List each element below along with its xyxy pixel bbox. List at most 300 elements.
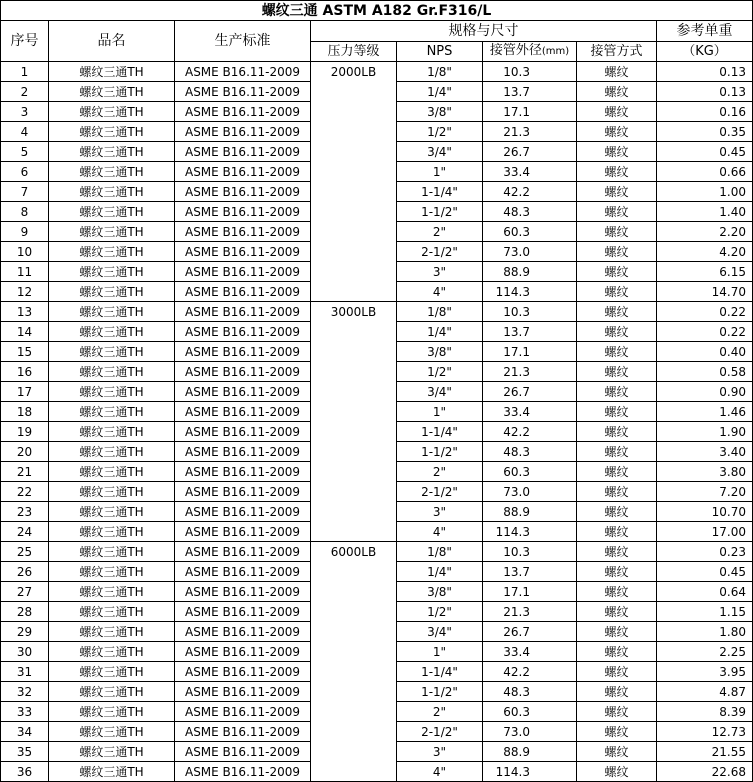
cell-standard: ASME B16.11-2009 bbox=[175, 242, 311, 262]
cell-nps: 3/8" bbox=[397, 342, 483, 362]
cell-connection: 螺纹 bbox=[577, 142, 657, 162]
cell-weight: 0.40 bbox=[657, 342, 753, 362]
cell-connection: 螺纹 bbox=[577, 122, 657, 142]
cell-weight: 14.70 bbox=[657, 282, 753, 302]
cell-nps: 3/4" bbox=[397, 142, 483, 162]
cell-name: 螺纹三通TH bbox=[49, 102, 175, 122]
cell-nps: 3" bbox=[397, 262, 483, 282]
cell-weight: 3.80 bbox=[657, 462, 753, 482]
cell-weight: 2.20 bbox=[657, 222, 753, 242]
cell-od: 114.3 bbox=[483, 762, 577, 782]
cell-standard: ASME B16.11-2009 bbox=[175, 402, 311, 422]
cell-weight: 0.22 bbox=[657, 322, 753, 342]
cell-standard: ASME B16.11-2009 bbox=[175, 662, 311, 682]
cell-weight: 0.45 bbox=[657, 562, 753, 582]
table-row bbox=[1, 542, 753, 562]
cell-connection: 螺纹 bbox=[577, 442, 657, 462]
cell-seq: 17 bbox=[1, 382, 49, 402]
cell-od: 21.3 bbox=[483, 362, 577, 382]
header-row-1 bbox=[1, 21, 753, 42]
cell-nps: 1/8" bbox=[397, 62, 483, 82]
cell-od: 42.2 bbox=[483, 422, 577, 442]
header-weight: 参考单重 bbox=[657, 21, 753, 42]
cell-weight: 4.20 bbox=[657, 242, 753, 262]
cell-od: 88.9 bbox=[483, 262, 577, 282]
cell-od: 13.7 bbox=[483, 322, 577, 342]
cell-seq: 10 bbox=[1, 242, 49, 262]
cell-seq: 26 bbox=[1, 562, 49, 582]
cell-standard: ASME B16.11-2009 bbox=[175, 682, 311, 702]
cell-name: 螺纹三通TH bbox=[49, 242, 175, 262]
header-connection: 接管方式 bbox=[577, 42, 657, 62]
title-row bbox=[1, 1, 753, 21]
cell-name: 螺纹三通TH bbox=[49, 82, 175, 102]
table-row bbox=[1, 362, 753, 382]
cell-weight: 4.87 bbox=[657, 682, 753, 702]
cell-nps: 1/2" bbox=[397, 602, 483, 622]
cell-seq: 25 bbox=[1, 542, 49, 562]
table-row bbox=[1, 722, 753, 742]
cell-nps: 3/4" bbox=[397, 382, 483, 402]
cell-pressure bbox=[311, 322, 397, 342]
cell-seq: 12 bbox=[1, 282, 49, 302]
cell-nps: 1-1/2" bbox=[397, 682, 483, 702]
cell-nps: 3/8" bbox=[397, 582, 483, 602]
cell-seq: 4 bbox=[1, 122, 49, 142]
cell-weight: 10.70 bbox=[657, 502, 753, 522]
cell-pressure bbox=[311, 462, 397, 482]
cell-nps: 1/8" bbox=[397, 302, 483, 322]
cell-standard: ASME B16.11-2009 bbox=[175, 122, 311, 142]
cell-seq: 8 bbox=[1, 202, 49, 222]
cell-od: 48.3 bbox=[483, 442, 577, 462]
cell-name: 螺纹三通TH bbox=[49, 462, 175, 482]
cell-nps: 1-1/4" bbox=[397, 422, 483, 442]
cell-seq: 13 bbox=[1, 302, 49, 322]
cell-pressure bbox=[311, 342, 397, 362]
cell-seq: 6 bbox=[1, 162, 49, 182]
cell-standard: ASME B16.11-2009 bbox=[175, 462, 311, 482]
cell-od: 13.7 bbox=[483, 562, 577, 582]
cell-connection: 螺纹 bbox=[577, 82, 657, 102]
cell-nps: 2-1/2" bbox=[397, 722, 483, 742]
cell-nps: 2" bbox=[397, 462, 483, 482]
cell-weight: 21.55 bbox=[657, 742, 753, 762]
header-name: 品名 bbox=[49, 21, 175, 62]
table-row bbox=[1, 282, 753, 302]
cell-od: 48.3 bbox=[483, 202, 577, 222]
cell-nps: 1/2" bbox=[397, 122, 483, 142]
cell-pressure: 3000LB bbox=[311, 302, 397, 322]
cell-od: 114.3 bbox=[483, 282, 577, 302]
table-row bbox=[1, 122, 753, 142]
cell-nps: 4" bbox=[397, 282, 483, 302]
cell-seq: 2 bbox=[1, 82, 49, 102]
cell-pressure bbox=[311, 122, 397, 142]
cell-connection: 螺纹 bbox=[577, 462, 657, 482]
table-row bbox=[1, 662, 753, 682]
cell-seq: 23 bbox=[1, 502, 49, 522]
cell-pressure bbox=[311, 102, 397, 122]
cell-seq: 3 bbox=[1, 102, 49, 122]
cell-name: 螺纹三通TH bbox=[49, 742, 175, 762]
cell-nps: 1/4" bbox=[397, 322, 483, 342]
cell-nps: 1" bbox=[397, 402, 483, 422]
cell-standard: ASME B16.11-2009 bbox=[175, 342, 311, 362]
cell-nps: 3/4" bbox=[397, 622, 483, 642]
header-nps: NPS bbox=[397, 42, 483, 62]
cell-name: 螺纹三通TH bbox=[49, 222, 175, 242]
table-row bbox=[1, 202, 753, 222]
cell-od: 88.9 bbox=[483, 502, 577, 522]
cell-nps: 3" bbox=[397, 502, 483, 522]
cell-name: 螺纹三通TH bbox=[49, 502, 175, 522]
cell-standard: ASME B16.11-2009 bbox=[175, 142, 311, 162]
header-od-unit: (mm) bbox=[541, 46, 570, 57]
cell-seq: 28 bbox=[1, 602, 49, 622]
cell-seq: 18 bbox=[1, 402, 49, 422]
cell-weight: 0.13 bbox=[657, 82, 753, 102]
cell-seq: 27 bbox=[1, 582, 49, 602]
cell-name: 螺纹三通TH bbox=[49, 142, 175, 162]
cell-weight: 17.00 bbox=[657, 522, 753, 542]
table-row bbox=[1, 262, 753, 282]
cell-od: 26.7 bbox=[483, 382, 577, 402]
cell-connection: 螺纹 bbox=[577, 682, 657, 702]
cell-weight: 1.40 bbox=[657, 202, 753, 222]
cell-weight: 1.90 bbox=[657, 422, 753, 442]
cell-weight: 7.20 bbox=[657, 482, 753, 502]
cell-name: 螺纹三通TH bbox=[49, 322, 175, 342]
cell-od: 10.3 bbox=[483, 302, 577, 322]
cell-od: 60.3 bbox=[483, 222, 577, 242]
cell-seq: 32 bbox=[1, 682, 49, 702]
cell-standard: ASME B16.11-2009 bbox=[175, 542, 311, 562]
table-row bbox=[1, 762, 753, 782]
cell-name: 螺纹三通TH bbox=[49, 642, 175, 662]
cell-pressure bbox=[311, 762, 397, 782]
cell-nps: 1-1/4" bbox=[397, 662, 483, 682]
cell-pressure bbox=[311, 382, 397, 402]
cell-name: 螺纹三通TH bbox=[49, 762, 175, 782]
cell-name: 螺纹三通TH bbox=[49, 482, 175, 502]
cell-nps: 1/2" bbox=[397, 362, 483, 382]
cell-name: 螺纹三通TH bbox=[49, 122, 175, 142]
cell-connection: 螺纹 bbox=[577, 62, 657, 82]
cell-pressure bbox=[311, 202, 397, 222]
header-od bbox=[483, 42, 577, 62]
cell-pressure bbox=[311, 662, 397, 682]
cell-seq: 5 bbox=[1, 142, 49, 162]
cell-od: 114.3 bbox=[483, 522, 577, 542]
cell-nps: 2-1/2" bbox=[397, 482, 483, 502]
cell-connection: 螺纹 bbox=[577, 542, 657, 562]
cell-nps: 1/8" bbox=[397, 542, 483, 562]
cell-connection: 螺纹 bbox=[577, 202, 657, 222]
cell-pressure bbox=[311, 262, 397, 282]
table-row bbox=[1, 602, 753, 622]
cell-weight: 1.80 bbox=[657, 622, 753, 642]
cell-pressure bbox=[311, 642, 397, 662]
cell-pressure bbox=[311, 602, 397, 622]
cell-od: 17.1 bbox=[483, 342, 577, 362]
table-row bbox=[1, 502, 753, 522]
header-pressure: 压力等级 bbox=[311, 42, 397, 62]
cell-nps: 2-1/2" bbox=[397, 242, 483, 262]
cell-connection: 螺纹 bbox=[577, 282, 657, 302]
cell-weight: 1.46 bbox=[657, 402, 753, 422]
cell-name: 螺纹三通TH bbox=[49, 722, 175, 742]
table-row bbox=[1, 462, 753, 482]
cell-connection: 螺纹 bbox=[577, 182, 657, 202]
cell-weight: 12.73 bbox=[657, 722, 753, 742]
cell-connection: 螺纹 bbox=[577, 362, 657, 382]
cell-name: 螺纹三通TH bbox=[49, 382, 175, 402]
table-row bbox=[1, 242, 753, 262]
cell-connection: 螺纹 bbox=[577, 322, 657, 342]
cell-name: 螺纹三通TH bbox=[49, 662, 175, 682]
cell-name: 螺纹三通TH bbox=[49, 282, 175, 302]
header-standard: 生产标准 bbox=[175, 21, 311, 62]
cell-connection: 螺纹 bbox=[577, 702, 657, 722]
cell-od: 48.3 bbox=[483, 682, 577, 702]
cell-nps: 3/8" bbox=[397, 102, 483, 122]
cell-seq: 15 bbox=[1, 342, 49, 362]
cell-standard: ASME B16.11-2009 bbox=[175, 322, 311, 342]
table-row bbox=[1, 582, 753, 602]
cell-seq: 22 bbox=[1, 482, 49, 502]
cell-weight: 0.66 bbox=[657, 162, 753, 182]
table-row bbox=[1, 182, 753, 202]
cell-pressure: 6000LB bbox=[311, 542, 397, 562]
cell-seq: 9 bbox=[1, 222, 49, 242]
table-row bbox=[1, 402, 753, 422]
cell-od: 21.3 bbox=[483, 602, 577, 622]
cell-connection: 螺纹 bbox=[577, 382, 657, 402]
cell-od: 17.1 bbox=[483, 582, 577, 602]
cell-connection: 螺纹 bbox=[577, 502, 657, 522]
cell-seq: 11 bbox=[1, 262, 49, 282]
cell-connection: 螺纹 bbox=[577, 102, 657, 122]
cell-pressure bbox=[311, 522, 397, 542]
table-row bbox=[1, 742, 753, 762]
cell-pressure bbox=[311, 162, 397, 182]
cell-pressure bbox=[311, 582, 397, 602]
cell-pressure bbox=[311, 562, 397, 582]
cell-pressure bbox=[311, 722, 397, 742]
cell-name: 螺纹三通TH bbox=[49, 162, 175, 182]
cell-weight: 0.16 bbox=[657, 102, 753, 122]
cell-weight: 1.00 bbox=[657, 182, 753, 202]
cell-od: 33.4 bbox=[483, 642, 577, 662]
cell-standard: ASME B16.11-2009 bbox=[175, 202, 311, 222]
cell-name: 螺纹三通TH bbox=[49, 422, 175, 442]
cell-connection: 螺纹 bbox=[577, 582, 657, 602]
cell-connection: 螺纹 bbox=[577, 642, 657, 662]
cell-od: 21.3 bbox=[483, 122, 577, 142]
cell-pressure bbox=[311, 82, 397, 102]
cell-seq: 20 bbox=[1, 442, 49, 462]
table-row bbox=[1, 102, 753, 122]
cell-standard: ASME B16.11-2009 bbox=[175, 762, 311, 782]
cell-name: 螺纹三通TH bbox=[49, 182, 175, 202]
table-row bbox=[1, 222, 753, 242]
cell-weight: 0.58 bbox=[657, 362, 753, 382]
cell-nps: 3" bbox=[397, 742, 483, 762]
cell-standard: ASME B16.11-2009 bbox=[175, 722, 311, 742]
cell-od: 42.2 bbox=[483, 182, 577, 202]
cell-od: 26.7 bbox=[483, 142, 577, 162]
cell-standard: ASME B16.11-2009 bbox=[175, 222, 311, 242]
cell-connection: 螺纹 bbox=[577, 662, 657, 682]
cell-nps: 1-1/2" bbox=[397, 442, 483, 462]
cell-connection: 螺纹 bbox=[577, 722, 657, 742]
cell-name: 螺纹三通TH bbox=[49, 202, 175, 222]
cell-pressure bbox=[311, 142, 397, 162]
cell-standard: ASME B16.11-2009 bbox=[175, 82, 311, 102]
cell-seq: 1 bbox=[1, 62, 49, 82]
cell-nps: 2" bbox=[397, 702, 483, 722]
cell-connection: 螺纹 bbox=[577, 742, 657, 762]
cell-weight: 0.23 bbox=[657, 542, 753, 562]
cell-od: 33.4 bbox=[483, 162, 577, 182]
cell-connection: 螺纹 bbox=[577, 602, 657, 622]
table-row bbox=[1, 322, 753, 342]
table-row bbox=[1, 302, 753, 322]
cell-standard: ASME B16.11-2009 bbox=[175, 742, 311, 762]
cell-od: 73.0 bbox=[483, 482, 577, 502]
cell-seq: 31 bbox=[1, 662, 49, 682]
cell-name: 螺纹三通TH bbox=[49, 582, 175, 602]
cell-od: 60.3 bbox=[483, 462, 577, 482]
cell-weight: 0.45 bbox=[657, 142, 753, 162]
cell-standard: ASME B16.11-2009 bbox=[175, 582, 311, 602]
header-od-label: 接管外径 bbox=[489, 43, 542, 58]
cell-nps: 1/4" bbox=[397, 82, 483, 102]
cell-name: 螺纹三通TH bbox=[49, 522, 175, 542]
cell-seq: 34 bbox=[1, 722, 49, 742]
cell-pressure: 2000LB bbox=[311, 62, 397, 82]
cell-nps: 1" bbox=[397, 162, 483, 182]
cell-name: 螺纹三通TH bbox=[49, 542, 175, 562]
table-row bbox=[1, 522, 753, 542]
cell-seq: 30 bbox=[1, 642, 49, 662]
cell-standard: ASME B16.11-2009 bbox=[175, 622, 311, 642]
cell-pressure bbox=[311, 502, 397, 522]
cell-pressure bbox=[311, 682, 397, 702]
table-row bbox=[1, 442, 753, 462]
cell-seq: 33 bbox=[1, 702, 49, 722]
cell-weight: 0.90 bbox=[657, 382, 753, 402]
cell-seq: 35 bbox=[1, 742, 49, 762]
cell-nps: 2" bbox=[397, 222, 483, 242]
cell-od: 13.7 bbox=[483, 82, 577, 102]
cell-connection: 螺纹 bbox=[577, 622, 657, 642]
header-spec-group: 规格与尺寸 bbox=[311, 21, 657, 42]
cell-pressure bbox=[311, 362, 397, 382]
cell-pressure bbox=[311, 442, 397, 462]
cell-weight: 2.25 bbox=[657, 642, 753, 662]
cell-connection: 螺纹 bbox=[577, 242, 657, 262]
cell-connection: 螺纹 bbox=[577, 482, 657, 502]
header-weight-unit: （KG） bbox=[657, 42, 753, 62]
table-row bbox=[1, 142, 753, 162]
cell-weight: 0.22 bbox=[657, 302, 753, 322]
cell-od: 17.1 bbox=[483, 102, 577, 122]
cell-name: 螺纹三通TH bbox=[49, 622, 175, 642]
cell-standard: ASME B16.11-2009 bbox=[175, 642, 311, 662]
cell-standard: ASME B16.11-2009 bbox=[175, 362, 311, 382]
cell-name: 螺纹三通TH bbox=[49, 302, 175, 322]
cell-od: 73.0 bbox=[483, 242, 577, 262]
table-row bbox=[1, 62, 753, 82]
cell-weight: 0.64 bbox=[657, 582, 753, 602]
cell-od: 33.4 bbox=[483, 402, 577, 422]
cell-standard: ASME B16.11-2009 bbox=[175, 602, 311, 622]
cell-connection: 螺纹 bbox=[577, 422, 657, 442]
cell-standard: ASME B16.11-2009 bbox=[175, 482, 311, 502]
cell-name: 螺纹三通TH bbox=[49, 62, 175, 82]
cell-seq: 16 bbox=[1, 362, 49, 382]
cell-od: 60.3 bbox=[483, 702, 577, 722]
cell-name: 螺纹三通TH bbox=[49, 602, 175, 622]
cell-pressure bbox=[311, 622, 397, 642]
table-row bbox=[1, 562, 753, 582]
cell-standard: ASME B16.11-2009 bbox=[175, 182, 311, 202]
cell-standard: ASME B16.11-2009 bbox=[175, 502, 311, 522]
cell-connection: 螺纹 bbox=[577, 762, 657, 782]
cell-od: 42.2 bbox=[483, 662, 577, 682]
cell-od: 73.0 bbox=[483, 722, 577, 742]
cell-standard: ASME B16.11-2009 bbox=[175, 382, 311, 402]
cell-name: 螺纹三通TH bbox=[49, 682, 175, 702]
cell-seq: 19 bbox=[1, 422, 49, 442]
cell-connection: 螺纹 bbox=[577, 222, 657, 242]
cell-standard: ASME B16.11-2009 bbox=[175, 302, 311, 322]
cell-nps: 1-1/2" bbox=[397, 202, 483, 222]
cell-name: 螺纹三通TH bbox=[49, 562, 175, 582]
cell-od: 10.3 bbox=[483, 62, 577, 82]
cell-pressure bbox=[311, 422, 397, 442]
cell-name: 螺纹三通TH bbox=[49, 362, 175, 382]
cell-pressure bbox=[311, 402, 397, 422]
table-row bbox=[1, 702, 753, 722]
cell-seq: 36 bbox=[1, 762, 49, 782]
cell-pressure bbox=[311, 182, 397, 202]
cell-nps: 4" bbox=[397, 522, 483, 542]
table-row bbox=[1, 342, 753, 362]
cell-standard: ASME B16.11-2009 bbox=[175, 562, 311, 582]
cell-weight: 3.95 bbox=[657, 662, 753, 682]
cell-connection: 螺纹 bbox=[577, 562, 657, 582]
cell-seq: 21 bbox=[1, 462, 49, 482]
cell-standard: ASME B16.11-2009 bbox=[175, 702, 311, 722]
cell-seq: 7 bbox=[1, 182, 49, 202]
cell-od: 88.9 bbox=[483, 742, 577, 762]
cell-standard: ASME B16.11-2009 bbox=[175, 522, 311, 542]
table-row bbox=[1, 642, 753, 662]
table-row bbox=[1, 682, 753, 702]
cell-weight: 0.13 bbox=[657, 62, 753, 82]
cell-standard: ASME B16.11-2009 bbox=[175, 162, 311, 182]
cell-pressure bbox=[311, 282, 397, 302]
cell-nps: 4" bbox=[397, 762, 483, 782]
table-row bbox=[1, 482, 753, 502]
cell-pressure bbox=[311, 702, 397, 722]
cell-od: 26.7 bbox=[483, 622, 577, 642]
cell-nps: 1/4" bbox=[397, 562, 483, 582]
cell-connection: 螺纹 bbox=[577, 522, 657, 542]
